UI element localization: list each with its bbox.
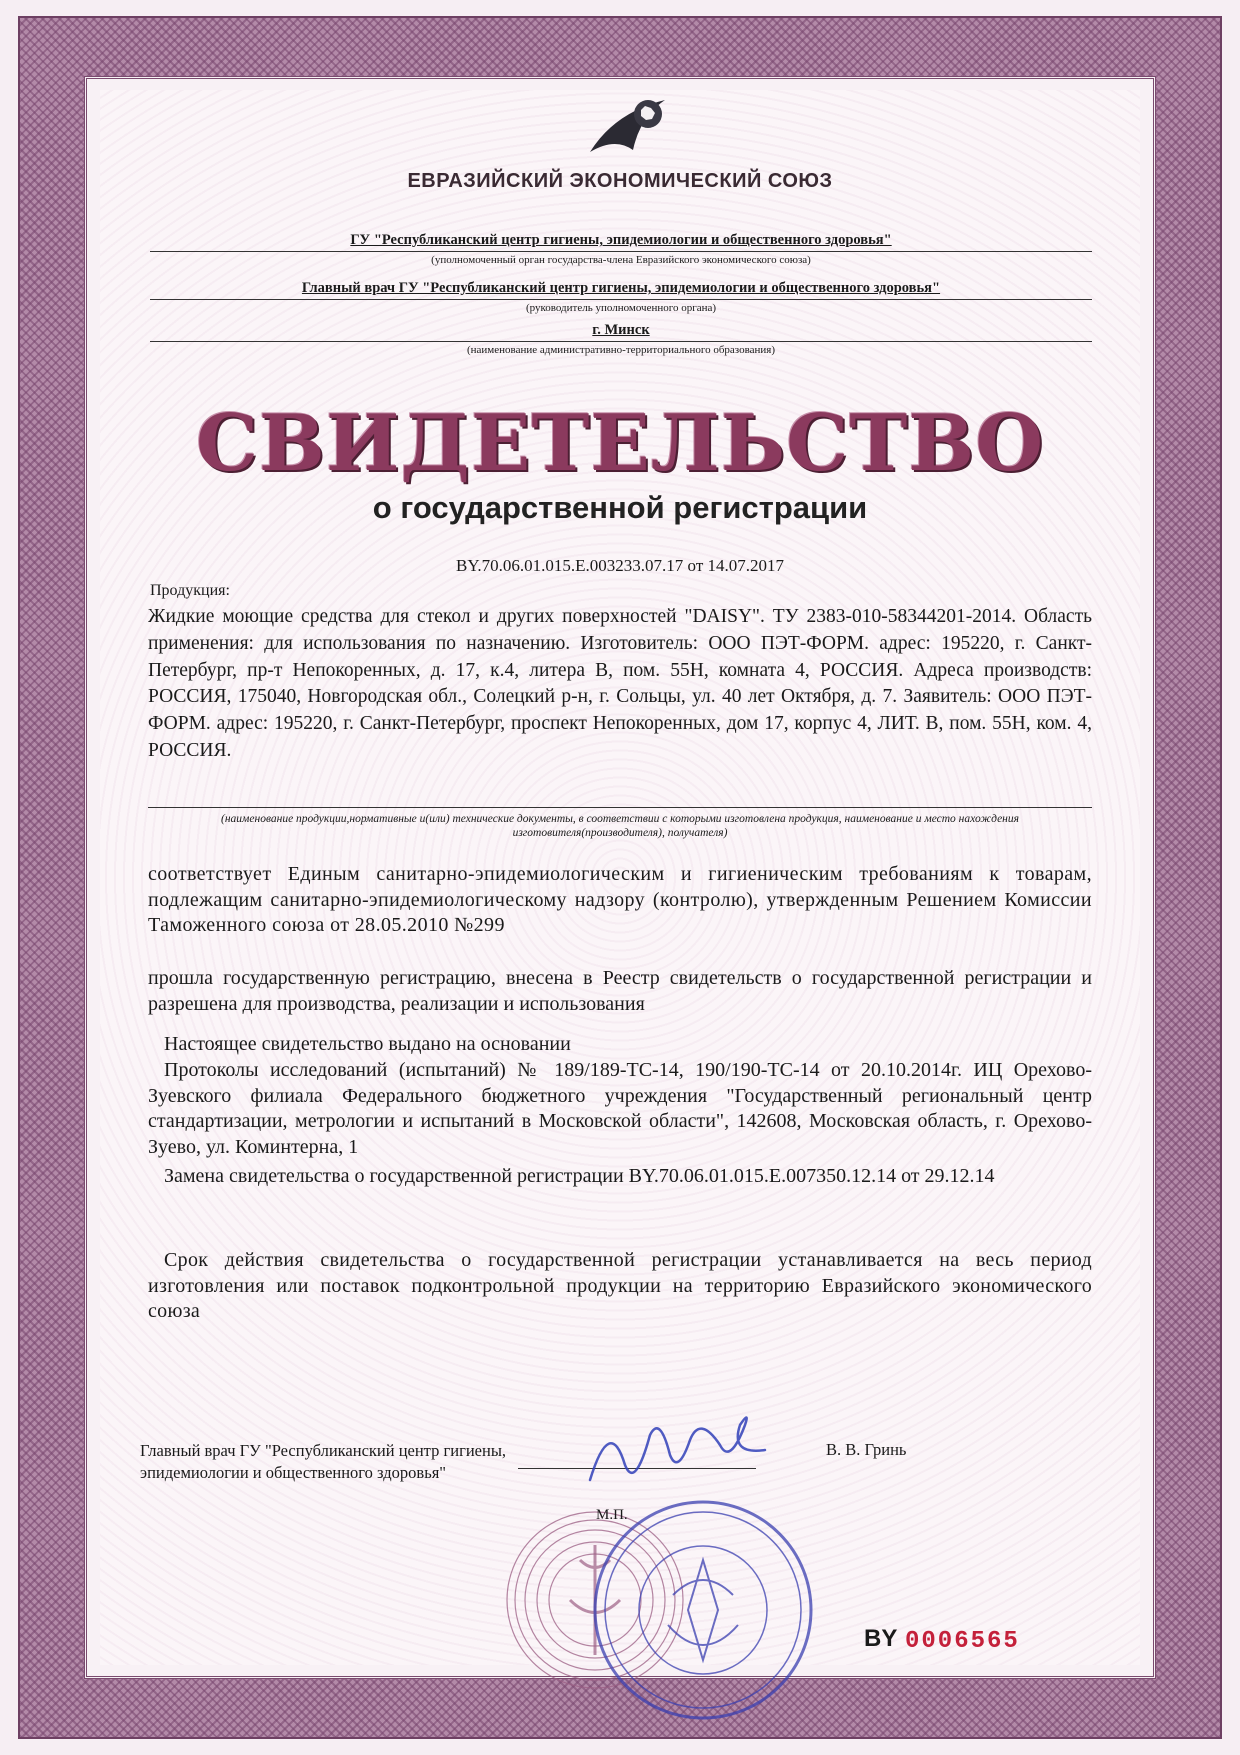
divider — [150, 251, 1092, 252]
document-subtitle: о государственной регистрации — [372, 490, 868, 525]
registration-text: прошла государственную регистрацию, внесена в Реестр свидетельств о государственной регистрации и разрешена для производства, реализации и использования — [148, 967, 1092, 1015]
divider — [148, 807, 1092, 808]
product-label: Продукция: — [150, 582, 230, 599]
divider — [150, 299, 1092, 300]
product-description: Жидкие моющие средства для стекол и других поверхностей "DAISY". ТУ 2383-010-58344201-2014. Область применения: для использования по назначению. Изготовитель: ООО ПЭТ-ФОРМ. адрес: 195220, г. Санкт-Петербург, пр-т Непокоренных, д. 17, к.4, литера В, пом. 55Н, комната 4, РОССИЯ. Адреса производств: РОССИЯ, 175040, Новгородская обл., Солецкий р-н, г. Сольцы, ул. 40 лет Октября, д. 7. Заявитель: ООО ПЭТ-ФОРМ. адрес: 195220, г. Санкт-Петербург, проспект Непокоренных, дом 17, корпус 4, ЛИТ. В, пом. 55Н, ком. 4, РОССИЯ. — [148, 606, 1092, 761]
eaeu-emblem-icon — [585, 92, 675, 162]
basis-intro: Настоящее свидетельство выдано на основании — [164, 1033, 571, 1055]
serial-number: 0006565 — [905, 1628, 1020, 1655]
signatory-name: В. В. Гринь — [826, 1440, 907, 1459]
compliance-text: соответствует Единым санитарно-эпидемиологическим и гигиеническим требованиям к товарам, подлежащим санитарно-эпидемиологическому надзору (контролю), утвержденным Решением Комиссии Таможенного союза от 28.05.2010 №299 — [148, 863, 1092, 936]
basis-replacement: Замена свидетельства о государственной регистрации BY.70.06.01.015.E.007350.12.14 от 29.12.14 — [164, 1165, 995, 1187]
round-stamp-icon — [588, 1495, 818, 1725]
head-name: Главный врач ГУ "Республиканский центр гигиены, эпидемиологии и общественного здоровья" — [301, 280, 941, 296]
city-caption: (наименование административно-территориального образования) — [466, 344, 776, 356]
head-caption: (руководитель уполномоченного органа) — [525, 302, 717, 314]
seal-label: М.П. — [596, 1507, 628, 1523]
signatory-position: Главный врач ГУ "Республиканский центр гигиены, эпидемиологии и общественного здоровья" — [140, 1441, 507, 1482]
divider — [150, 341, 1092, 342]
validity-text: Срок действия свидетельства о государственной регистрации устанавливается на весь период изготовления или поставок подконтрольной продукции на территорию Евразийского экономического союза — [148, 1249, 1092, 1322]
product-caption: (наименование продукции,нормативные и(или) технические документы, в соответствии с которыми изготовлена продукция, наименование и место нахождения изготовителя(производителя), получателя) — [221, 813, 1019, 839]
document-title: СВИДЕТЕЛЬСТВО — [195, 398, 1045, 489]
city-name: г. Минск — [592, 322, 650, 338]
registration-number: BY.70.06.01.015.E.003233.07.17 от 14.07.2017 — [455, 556, 784, 575]
authority-name: ГУ "Республиканский центр гигиены, эпидемиологии и общественного здоровья" — [350, 232, 892, 248]
handwritten-signature-icon — [580, 1395, 780, 1505]
authority-caption: (уполномоченный орган государства-члена Евразийского экономического союза) — [431, 254, 811, 266]
serial-prefix: BY — [864, 1625, 898, 1652]
union-name: ЕВРАЗИЙСКИЙ ЭКОНОМИЧЕСКИЙ СОЮЗ — [407, 170, 833, 192]
basis-protocols: Протоколы исследований (испытаний) № 189/189-ТС-14, 190/190-ТС-14 от 20.10.2014г. ИЦ Орехово-Зуевского филиала Федерального бюджетного учреждения "Государственный региональный центр стандартизации, метрологии и испытаний в Московской области", 142608, Московская область, г. Орехово-Зуево, ул. Коминтерна, 1 — [148, 1059, 1092, 1158]
